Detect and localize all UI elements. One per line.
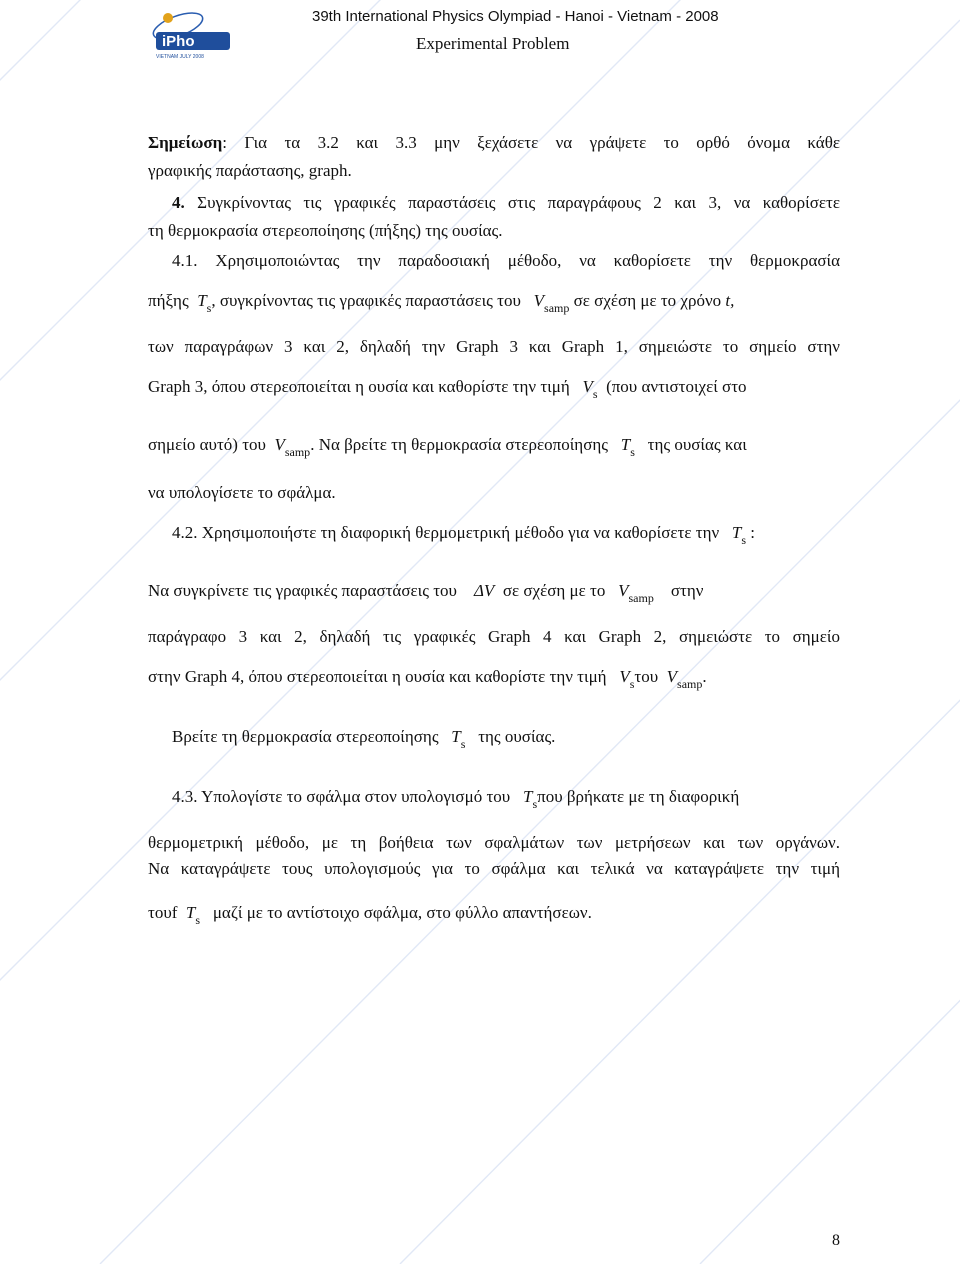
note-label: Σημείωση <box>148 133 223 152</box>
logo-text: iPho <box>162 33 195 50</box>
page-number: 8 <box>832 1232 840 1249</box>
note-line-2: γραφικής παράστασης, graph. <box>148 161 352 180</box>
q42-line-3: παράγραφο 3 και 2, δηλαδή τις γραφικές Graph 4 και Graph 2, σημειώστε το σημείο <box>148 627 840 646</box>
q43-line-3: Να καταγράψετε τους υπολογισμούς για το σφάλμα και τελικά να καταγράψετε την τιμή <box>148 859 840 878</box>
header-subtitle: Experimental Problem <box>416 34 570 53</box>
q41-line-1: 4.1. Χρησιμοποιώντας την παραδοσιακή μέθοδο, να καθορίσετε την θερμοκρασία <box>172 251 840 270</box>
q43-line-4: τουf $T_s$ μαζί με το αντίστοιχο σφάλμα, στο φύλλο απαντήσεων. <box>148 903 592 927</box>
q41-line-3: των παραγράφων 3 και 2, δηλαδή την Graph 3 και Graph 1, σημειώστε το σημείο στην <box>148 337 840 356</box>
q43-line-1: 4.3. Υπολογίστε το σφάλμα στον υπολογισμό του $T_s\pi o\upsilon$ βρήκατε με τη διαφορική <box>172 787 740 811</box>
note-line-1: Σημείωση: Για τα 3.2 και 3.3 μην ξεχάσετε να γράψετε το ορθό όνομα κάθε <box>148 133 840 152</box>
q42-line-4: στην Graph 4, όπου στερεοποιείται η ουσία και καθορίστε την τιμή $V_s\tau o\upsilon$ $V_{samp}$. <box>148 667 707 691</box>
q41-line-5: σημείο αυτό) του $V_{samp}$. Να βρείτε τη θερμοκρασία στερεοποίησης $T_s$ της ουσίας και <box>148 435 747 459</box>
header-title: 39th International Physics Olympiad - Hanoi - Vietnam - 2008 <box>312 8 719 25</box>
question-4-line-1: 4. Συγκρίνοντας τις γραφικές παραστάσεις στις παραγράφους 2 και 3, να καθορίσετε <box>172 193 841 212</box>
logo-subtext: VIETNAM JULY 2008 <box>156 54 204 60</box>
q43-line-2: θερμομετρική μέθοδο, με τη βοήθεια των σφαλμάτων των μετρήσεων και των οργάνων. <box>148 833 840 852</box>
q41-line-6: να υπολογίσετε το σφάλμα. <box>148 483 336 502</box>
q42-line-2: Να συγκρίνετε τις γραφικές παραστάσεις του ΔV σε σχέση με το $V_{samp}$ στην <box>148 581 704 605</box>
q41-line-4: Graph 3, όπου στερεοποιείται η ουσία και καθορίστε την τιμή $V_s$ (που αντιστοιχεί στο <box>148 377 747 401</box>
q42-line-1: 4.2. Χρησιμοποιήστε τη διαφορική θερμομετρική μέθοδο για να καθορίσετε την $T_s$ : <box>172 523 756 547</box>
q41-line-2: πήξης $T_s$, συγκρίνοντας τις γραφικές παραστάσεις του $V_{samp}$ σε σχέση με το χρόνο t, <box>148 291 735 315</box>
question-4-line-2: τη θερμοκρασία στερεοποίησης (πήξης) της ουσίας. <box>148 221 503 240</box>
ipho-logo <box>148 6 238 62</box>
q42-line-5: Βρείτε τη θερμοκρασία στερεοποίησης $T_s$ της ουσίας. <box>172 727 556 751</box>
